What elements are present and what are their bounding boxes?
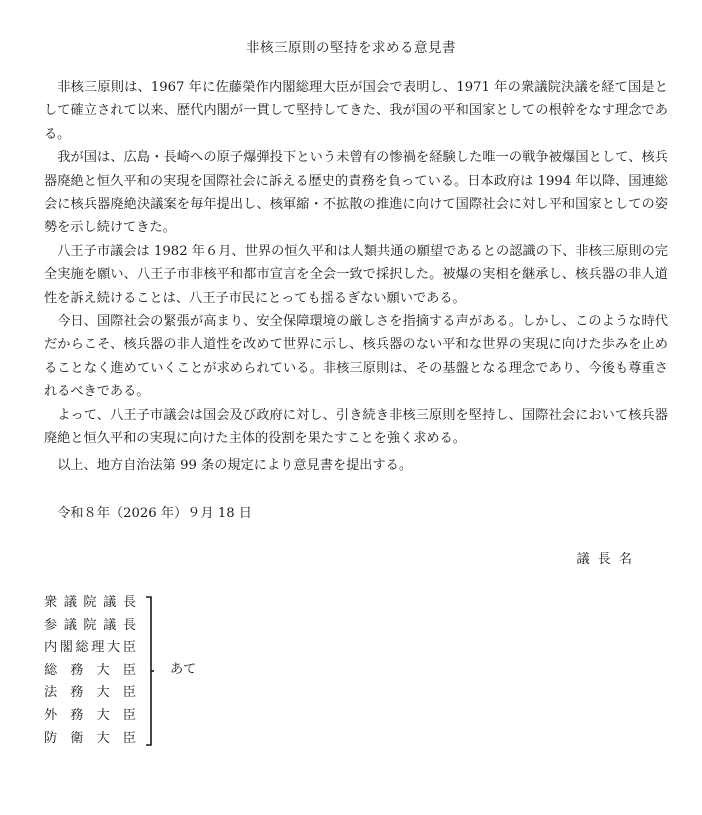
paragraph-4: 今日、国際社会の緊張が高まり、安全保障環境の厳しさを指摘する声がある。しかし、このような時代だからこそ、核兵器の非人道性を改めて世界に示し、核兵器のない平和な世界の実現に向けた歩みを止めることなく進めていくことが求められている。非核三原則は、その基盤となる理念であり、今後も尊重されるべきである。 [44,314,668,400]
addressee-6: 外 務 大 臣 [44,707,136,723]
paragraph-2: 我が国は、広島・長崎への原子爆弾投下という未曾有の惨禍を経験した唯一の戦争被爆国として、核兵器廃絶と恒久平和の実現を国際社会に訴える歴史的責務を負っている。日本政府は 1994 年以降、国連総会に核兵器廃絶決議案を毎年提出し、核軍縮・不拡散の推進に向けて国際社会に対し平和国家としての姿勢を示し続けてきた。 [44,150,668,236]
addressee-bracket [146,596,154,746]
paragraph-3: 八王子市議会は 1982 年６月、世界の恒久平和は人類共通の願望であるとの認識の下、非核三原則の完全実施を願い、八王子市非核平和都市宣言を全会一致で採択した。被爆の実相を継承し、核兵器の非人道性を訴え続けることは、八王子市民にとっても揺るぎない願いである。 [44,243,668,306]
document-title: 非核三原則の堅持を求める意見書 [246,40,456,56]
addressee-suffix: あて [170,662,197,677]
closing-statement: 以上、地方自治法第 99 条の規定により意見書を提出する。 [57,458,413,473]
addressee-1: 衆 議 院 議 長 [44,595,136,610]
document-date: 令和８年（2026 年）９月 18 日 [57,506,252,521]
addressee-2: 参 議 院 議 長 [44,617,136,633]
document-body [44,76,668,451]
signer-name: 議長名 [576,552,640,567]
paragraph-5: よって、八王子市議会は国会及び政府に対し、引き続き非核三原則を堅持し、国際社会において核兵器廃絶と恒久平和の実現に向けた主体的役割を果たすことを強く求める。 [44,407,668,447]
addressee-4: 総 務 大 臣 [44,662,136,678]
addressee-3: 内 閣 総 理 大 臣 [44,640,136,656]
addressee-7: 防 衛 大 臣 [44,730,136,746]
paragraph-1: 非核三原則は、1967 年に佐藤榮作内閣総理大臣が国会で表明し、1971 年の衆議院決議を経て国是として確立されて以来、歴代内閣が一貫して堅持してきた、我が国の平和国家としての根幹をなす理念である。 [44,80,668,142]
addressee-list [44,592,144,750]
addressee-5: 法 務 大 臣 [44,685,136,701]
